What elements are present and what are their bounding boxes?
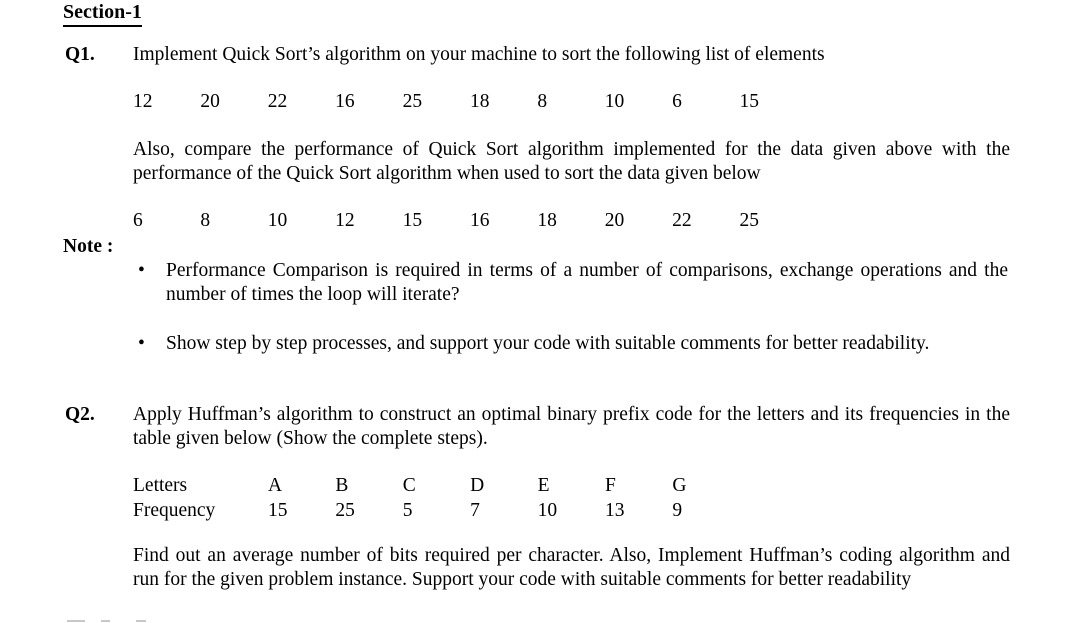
list-value: 20 <box>604 210 625 231</box>
note-bullet-2-text: Show step by step processes, and support your code with suitable comments for better readability. <box>166 333 930 354</box>
frequency-cell: 13 <box>604 500 625 521</box>
clipped-next-line-fragment <box>136 620 146 622</box>
list-value: 8 <box>537 91 548 112</box>
list-value: 22 <box>267 91 288 112</box>
list-value: 12 <box>335 210 355 231</box>
note-bullet-2 <box>138 332 1008 356</box>
frequency-cell: 7 <box>470 500 480 521</box>
letter-cell: F <box>604 475 616 496</box>
letters-row-label: Letters <box>133 475 188 496</box>
frequency-cell: 5 <box>402 500 413 521</box>
note-bullet-1 <box>138 259 1008 307</box>
note-bullet-1-text: Performance Comparison is required in terms of a number of comparisons, exchange operations and the number of times the loop will iterate? <box>166 260 1008 305</box>
list-value: 20 <box>200 91 220 112</box>
bullet-icon: • <box>138 260 145 281</box>
list-value: 16 <box>469 210 490 231</box>
frequency-cell: 25 <box>335 500 355 521</box>
frequency-cell: 10 <box>537 500 558 521</box>
list-value: 8 <box>200 210 211 231</box>
letter-cell: B <box>335 475 349 496</box>
q1-compare-text: Also, compare the performance of Quick Sort algorithm implemented for the data given above with the performance of the Quick Sort algorithm when used to sort the data given below <box>133 139 1010 184</box>
q2-intro: Apply Huffman’s algorithm to construct an optimal binary prefix code for the letters and its frequencies in the table given below (Show the complete steps). <box>133 404 1010 449</box>
list-value: 12 <box>133 91 153 112</box>
letter-cell: E <box>537 475 550 496</box>
list-value: 6 <box>133 210 143 231</box>
q1-label: Q1. <box>65 44 95 65</box>
section-title-text: Section-1 <box>63 0 142 27</box>
list-value: 15 <box>402 210 423 231</box>
list-value: 16 <box>335 91 355 112</box>
q2-label: Q2. <box>65 404 95 425</box>
clipped-next-line-fragment <box>101 620 110 622</box>
list-value: 22 <box>672 210 692 231</box>
list-value: 18 <box>537 210 557 231</box>
clipped-next-line-fragment <box>67 620 85 622</box>
frequency-row-label: Frequency <box>133 500 216 521</box>
list-value: 10 <box>604 91 625 112</box>
letter-cell: C <box>402 475 416 496</box>
list-value: 18 <box>469 91 490 112</box>
list-value: 6 <box>672 91 682 112</box>
frequency-cell: 9 <box>672 500 683 521</box>
section-title <box>63 0 142 27</box>
list-value: 10 <box>267 210 288 231</box>
letter-cell: D <box>470 475 485 496</box>
note-label: Note : <box>63 236 114 257</box>
bullet-icon: • <box>138 333 145 354</box>
q1-intro: Implement Quick Sort’s algorithm on your machine to sort the following list of elements <box>133 44 825 65</box>
q2-outro: Find out an average number of bits required per character. Also, Implement Huffman’s coding algorithm and run for the given problem instance. Support your code with suitable comments for better readability <box>133 545 1010 590</box>
q1-sorted-list <box>133 209 807 233</box>
letter-cell: G <box>672 475 687 496</box>
letters-row <box>133 473 740 498</box>
list-value: 25 <box>739 210 760 231</box>
q1-unsorted-list <box>133 90 807 114</box>
list-value: 15 <box>739 91 760 112</box>
letter-cell: A <box>268 475 283 496</box>
frequency-cell: 15 <box>268 500 288 521</box>
frequency-row <box>133 498 740 523</box>
list-value: 25 <box>402 91 423 112</box>
